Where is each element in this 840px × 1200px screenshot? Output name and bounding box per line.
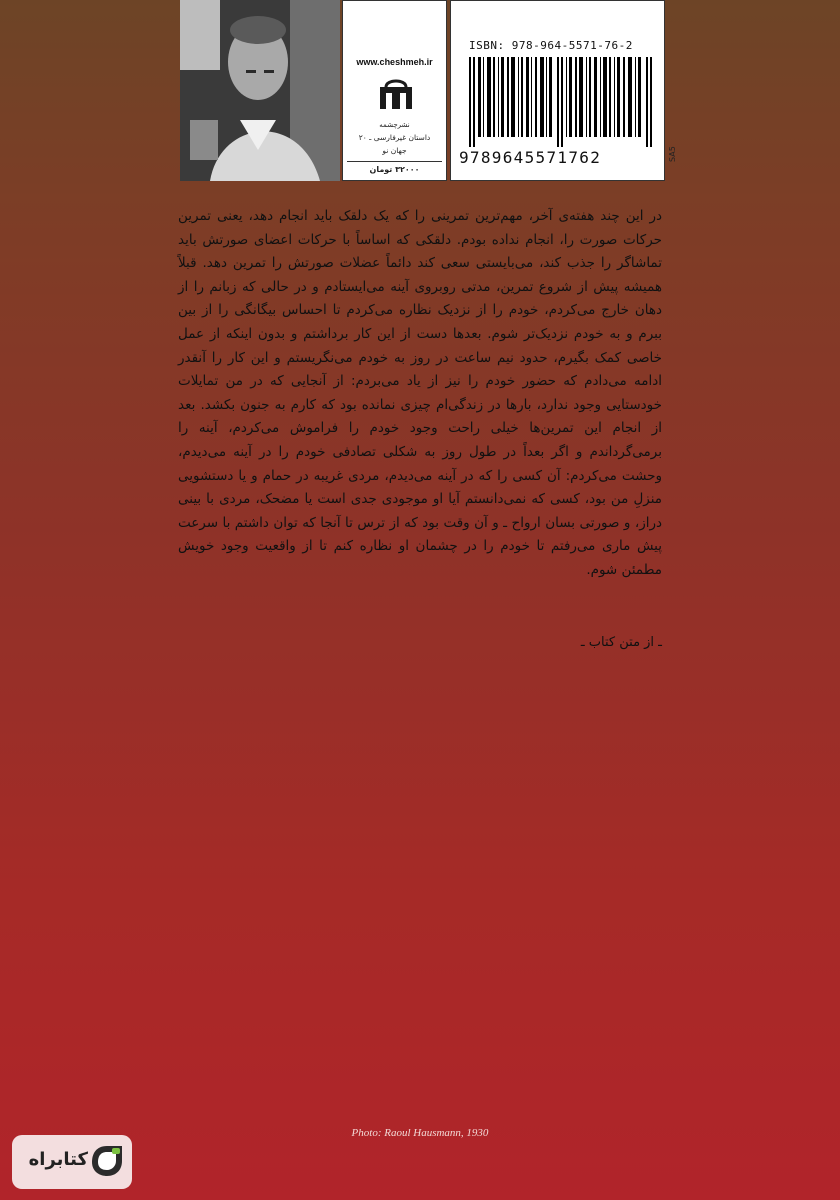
price: ۳۲۰۰۰ تومان	[369, 165, 420, 174]
barcode-panel	[450, 0, 665, 181]
watermark-text: کتابراه	[28, 1149, 88, 1170]
barcode-icon	[469, 57, 654, 147]
publisher-panel	[342, 0, 447, 181]
excerpt-paragraph: در این چند هفته‌ی آخر، مهم‌ترین تمرینی را که یک دلقک باید انجام دهد، یعنی تمرین حرکات صورت را، انجام نداده بودم. دلقکی که اساساً با حرکات اعضای صورتش باید تماشاگر را جذب کند، می‌بایستی سعی کند دائماً عضلات صورتش را تمرین دهد. قبلاً همیشه پیش از شروع تمرین، مدتی روبروی آینه می‌ایستادم و در حالی که زبانم را از دهان خارج می‌کردم، خودم را از نزدیک نظاره می‌کردم تا احساس بیگانگی را از بین ببرم و به خودم نزدیک‌تر شوم. بعدها دست از این کار برداشتم و بدون اینکه از عمل خاصی کمک بگیرم، حدود نیم ساعت در روز به خودم می‌نگریستم و این کار را آنقدر ادامه می‌دادم که حضور خودم را نیز از یاد می‌بردم: از آنجایی که در من تمایلات خودستایی وجود ندارد، بارها در زندگی‌ام چیزی نمانده بود که کارم به جنون بکشد. بعد از انجام این تمرین‌ها خیلی راحت وجود خودم را فراموش می‌کردم، آینه را برمی‌گرداندم و اگر بعداً در طول روز به شکلی تصادفی خودم را در آینه می‌دیدم، وحشت می‌کردم: آن کسی را که در آینه می‌دیدم، مردی غریبه در حمام و یا دستشویی منزلِ من بود، کسی که نمی‌دانستم آیا او موجودی جدی است یا مضحک، مردی با بینی دراز، و صورتی بسان ارواح ـ و آن وقت بود که از ترس تا آنجا که توان داشتم با سرعت پیش ماری می‌رفتم تا خودم را در چشمان او نظاره کنم تا از واقعیت وجود خویش مطمئن شوم.	[178, 208, 662, 578]
excerpt-text	[178, 205, 662, 583]
cheshmeh-logo-icon	[378, 75, 414, 111]
ketabrah-watermark[interactable]	[12, 1135, 132, 1189]
price-divider	[347, 161, 442, 162]
photo-credit: Photo: Raoul Hausmann, 1930	[351, 1127, 489, 1139]
series-label: داستان غیرفارسی ـ ۲۰	[358, 133, 431, 142]
publisher-url: www.cheshmeh.ir	[356, 57, 433, 67]
ketabrah-logo-icon	[90, 1144, 124, 1178]
isbn-label: ISBN: 978-964-5571-76-2	[469, 39, 633, 52]
author-photo	[180, 0, 340, 181]
publisher-name: نشرچشمه	[379, 121, 410, 129]
excerpt-source: ـ از متن کتاب ـ	[580, 635, 662, 650]
barcode-digits: 9789645571762	[459, 148, 602, 167]
series-sublabel: جهان نو	[382, 146, 407, 155]
side-mark: SA5	[668, 146, 677, 162]
